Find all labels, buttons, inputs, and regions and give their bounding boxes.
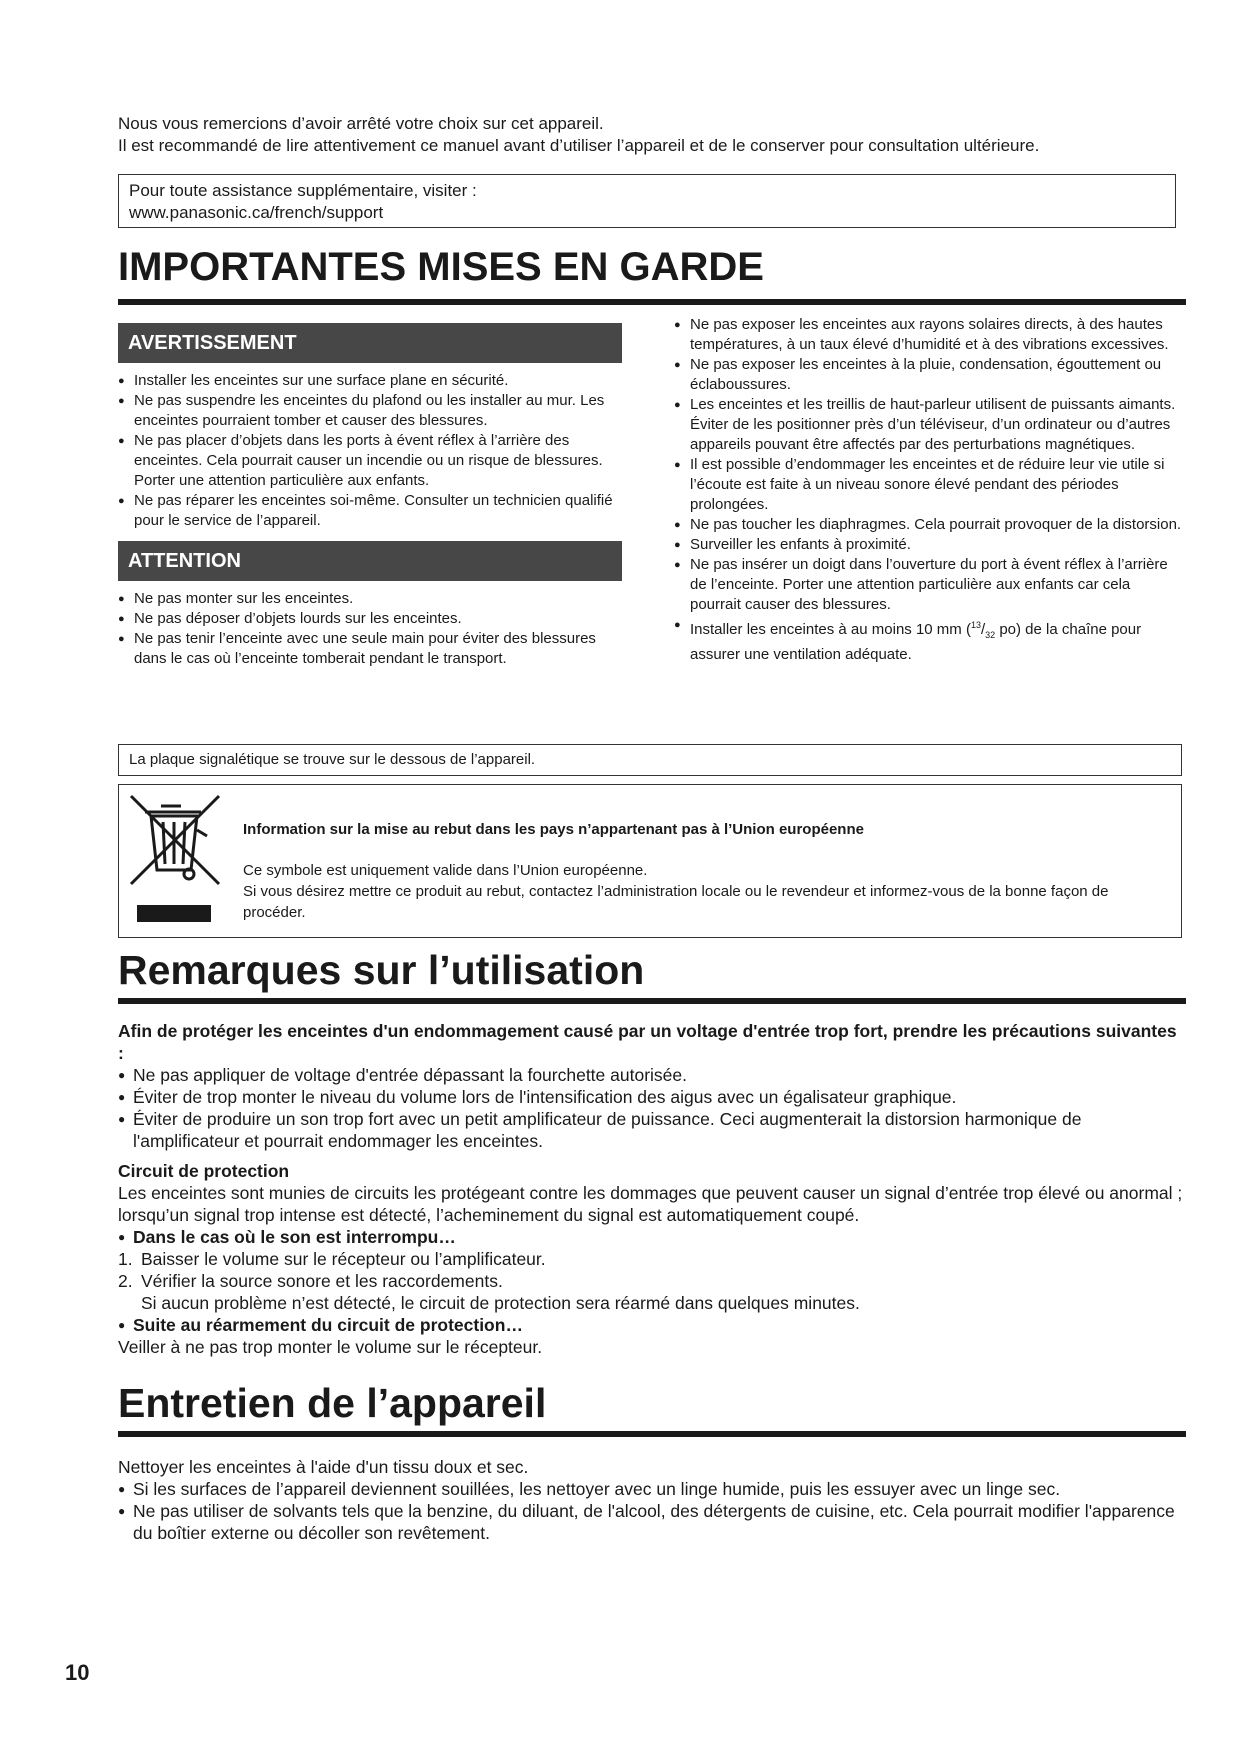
- usage-lead: Afin de protéger les enceintes d'un endommagement causé par un voltage d'entrée trop fort, prendre les précautions suivantes :: [118, 1021, 1177, 1063]
- list-item: ● Ne pas exposer les enceintes aux rayons solaires directs, à des hautes températures, à un taux élevé d’humidité et à des vibrations excessives.: [674, 315, 1184, 355]
- disposal-title: Information sur la mise au rebut dans les pays n’appartenant pas à l’Union européenne: [243, 821, 864, 838]
- list-item: ● Les enceintes et les treillis de haut-parleur utilisent de puissants aimants. Éviter de les positionner près d’un téléviseur, d’un ordinateur ou d’autres appareils pouvant être affectés par des perturbations magnétiques.: [674, 395, 1184, 455]
- warning-heading: AVERTISSEMENT: [118, 323, 622, 363]
- list-item: ● Suite au réarmement du circuit de protection…: [118, 1314, 1186, 1336]
- maintenance-lead: Nettoyer les enceintes à l'aide d'un tissu doux et sec.: [118, 1457, 529, 1477]
- list-item: ● Ne pas réparer les enceintes soi-même. Consulter un technicien qualifié pour le service de l’appareil.: [118, 491, 628, 531]
- warning-list: [118, 371, 628, 531]
- maintenance-title: Entretien de l’appareil: [118, 1380, 547, 1426]
- disposal-line-1: Ce symbole est uniquement valide dans l’Union européenne.: [243, 862, 648, 879]
- safety-title: IMPORTANTES MISES EN GARDE: [118, 245, 764, 289]
- protection-heading: Circuit de protection: [118, 1161, 290, 1181]
- intro-line-1: Nous vous remercions d’avoir arrêté votre choix sur cet appareil.: [118, 114, 604, 133]
- protection-text: Les enceintes sont munies de circuits les protégeant contre les dommages que peuvent causer un signal d’entrée trop élevé ou anormal ; lorsqu’un signal trop intense est détecté, l’acheminement du signal est automatiquement coupé.: [118, 1183, 1183, 1225]
- maintenance-list: [118, 1478, 1186, 1544]
- list-item: ● Il est possible d’endommager les enceintes et de réduire leur vie utile si l’écoute est faite à un niveau sonore élevé pendant des périodes prolongées.: [674, 455, 1184, 515]
- list-item: ● Installer les enceintes sur une surface plane en sécurité.: [118, 371, 628, 391]
- caution-heading: ATTENTION: [118, 541, 622, 581]
- list-item: 2. Vérifier la source sonore et les raccordements. Si aucun problème n’est détecté, le circuit de protection sera réarmé dans quelques minutes.: [118, 1271, 860, 1313]
- crossed-bin-icon: [127, 792, 223, 922]
- list-item: ● Éviter de trop monter le niveau du volume lors de l'intensification des aigus avec un égalisateur graphique.: [118, 1086, 1186, 1108]
- usage-title: Remarques sur l’utilisation: [118, 947, 645, 993]
- list-item: ● Ne pas suspendre les enceintes du plafond ou les installer au mur. Les enceintes pourraient tomber et causer des blessures.: [118, 391, 628, 431]
- list-item-ventilation: ● Installer les enceintes à au moins 10 mm ($^{13}/_{32}$ po) de la chaîne pour assurer une ventilation adéquate.: [674, 615, 1184, 665]
- support-box: [118, 174, 1176, 228]
- step-2-note: Si aucun problème n’est détecté, le circuit de protection sera réarmé dans quelques minutes.: [141, 1293, 860, 1313]
- list-item: ● Éviter de produire un son trop fort avec un petit amplificateur de puissance. Ceci augmenterait la distorsion harmonique de l'amplificateur et pourrait endommager les enceintes.: [118, 1108, 1186, 1152]
- list-item: 1. Baisser le volume sur le récepteur ou l’amplificateur.: [118, 1249, 546, 1269]
- interrupted-list: [118, 1226, 1186, 1248]
- protection-steps: [118, 1248, 1186, 1314]
- protection-final: Veiller à ne pas trop monter le volume sur le récepteur.: [118, 1337, 543, 1357]
- maintenance-title-rule: [118, 1431, 1186, 1437]
- disposal-text: [243, 819, 1163, 923]
- support-line-1: Pour toute assistance supplémentaire, visiter :: [129, 181, 477, 200]
- disposal-line-2: Si vous désirez mettre ce produit au rebut, contactez l’administration locale ou le revendeur et informez-vous de la bonne façon de procéder.: [243, 883, 1109, 921]
- caution-list: [118, 589, 628, 669]
- list-item: ● Ne pas tenir l’enceinte avec une seule main pour éviter des blessures dans le cas où l’enceinte tomberait pendant le transport.: [118, 629, 628, 669]
- list-item: ● Ne pas exposer les enceintes à la pluie, condensation, égouttement ou éclaboussures.: [674, 355, 1184, 395]
- maintenance-body: [118, 1456, 1186, 1544]
- support-url: www.panasonic.ca/french/support: [129, 203, 384, 222]
- list-item: ● Ne pas monter sur les enceintes.: [118, 589, 628, 609]
- list-item: ● Si les surfaces de l’appareil deviennent souillées, les nettoyer avec un linge humide, puis les essuyer avec un linge sec.: [118, 1478, 1186, 1500]
- list-item: ● Ne pas toucher les diaphragmes. Cela pourrait provoquer de la distorsion.: [674, 515, 1184, 535]
- usage-list: [118, 1064, 1186, 1152]
- page-number: 10: [65, 1660, 90, 1685]
- rating-plate-note: La plaque signalétique se trouve sur le dessous de l’appareil.: [118, 744, 1182, 776]
- intro-line-2: Il est recommandé de lire attentivement ce manuel avant d’utiliser l’appareil et de le conserver pour consultation ultérieure.: [118, 136, 1040, 155]
- list-item: ● Ne pas déposer d’objets lourds sur les enceintes.: [118, 609, 628, 629]
- list-item: ● Surveiller les enfants à proximité.: [674, 535, 1184, 555]
- safety-title-rule: [118, 299, 1186, 305]
- list-item: ● Ne pas utiliser de solvants tels que la benzine, du diluant, de l'alcool, des détergents de cuisine, etc. Cela pourrait modifier l'apparence du boîtier externe ou décoller son revêtement.: [118, 1500, 1186, 1544]
- safety-right-list: [674, 315, 1184, 665]
- list-item: ● Ne pas insérer un doigt dans l’ouverture du port à évent réflex à l’arrière de l’enceinte. Porter une attention particulière aux enfants car cela pourrait causer des blessures.: [674, 555, 1184, 615]
- after-reset-list: [118, 1314, 1186, 1336]
- usage-title-rule: [118, 998, 1186, 1004]
- list-item: ● Ne pas appliquer de voltage d'entrée dépassant la fourchette autorisée.: [118, 1064, 1186, 1086]
- list-item: ● Dans le cas où le son est interrompu…: [118, 1226, 1186, 1248]
- list-item: ● Ne pas placer d’objets dans les ports à évent réflex à l’arrière des enceintes. Cela pourrait causer un incendie ou un risque de blessures. Porter une attention particulière aux enfants.: [118, 431, 628, 491]
- usage-body: [118, 1020, 1186, 1358]
- intro-text: [118, 113, 1198, 157]
